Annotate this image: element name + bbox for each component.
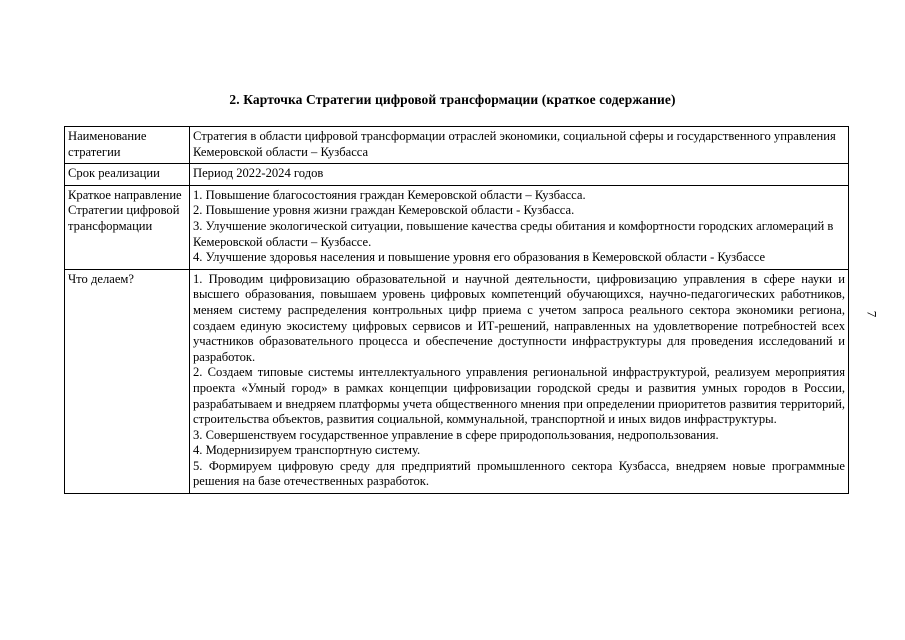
content-line: Период 2022-2024 годов [193, 166, 324, 181]
content-line: 4. Улучшение здоровья населения и повышение уровня его образования в Кемеровской области - Кузбассе [193, 250, 766, 265]
table-row [65, 185, 849, 269]
strategy-card-table [64, 126, 849, 494]
content-line: 4. Модернизируем транспортную систему. [193, 443, 421, 458]
content-line: Стратегия в области цифровой трансформации отраслей экономики, социальной сферы и государственного управления Кемеровской области – Кузбасса [193, 129, 836, 159]
content-line: 2. Создаем типовые системы интеллектуального управления региональной инфраструктурой, реализуем мероприятия проекта «Умный город» в рамках концепции цифровизации городской среды и развития умных городов в России, разрабатываем и внедряем платформы учета общественного мнения при определении приоритетов развития территорий, строительства объектов, развития социальной, коммунальной, транспортной и иных видов инфраструктуры. [193, 365, 845, 427]
table-row [65, 164, 849, 186]
row-content [190, 269, 849, 493]
content-line: 2. Повышение уровня жизни граждан Кемеровской области - Кузбасса. [193, 203, 575, 218]
section-heading: 2. Карточка Стратегии цифровой трансформации (краткое содержание) [229, 92, 676, 107]
content-line: 5. Формируем цифровую среду для предприятий промышленного сектора Кузбасса, внедряем новые программные решения на базе отечественных разработок. [193, 458, 845, 489]
content-line: 3. Улучшение экологической ситуации, повышение качества среды обитания и комфортности городских агломераций в Кемеровской области – Кузбассе. [193, 218, 834, 249]
row-label: Срок реализации [65, 164, 190, 186]
table-row [65, 127, 849, 164]
row-label: Краткое направление Стратегии цифровой трансформации [65, 185, 190, 269]
row-label: Что делаем? [65, 269, 190, 493]
content-line: 3. Совершенствуем государственное управление в сфере природопользования, недропользования. [193, 427, 719, 442]
content-line: 1. Повышение благосостояния граждан Кемеровской области – Кузбасса. [193, 187, 586, 202]
row-content [190, 164, 849, 186]
row-label: Наименование стратегии [65, 127, 190, 164]
page-number: 7 [864, 310, 880, 318]
row-content [190, 185, 849, 269]
row-content [190, 127, 849, 164]
table-row [65, 269, 849, 493]
content-line: 1. Проводим цифровизацию образовательной и научной деятельности, цифровизацию управления в сфере науки и высшего образования, повышаем уровень цифровых компетенций обучающихся, научно-педагогических работников, меняем систему распределения контрольных цифр приема с учетом запроса реального сектора экономики региона, создаем единую экосистему цифровых сервисов и ИТ-решений, направленных на удовлетворение потребностей всех участников образовательного процесса и обеспечение доступности инфраструктуры для проведения исследований и разработок. [193, 271, 845, 364]
